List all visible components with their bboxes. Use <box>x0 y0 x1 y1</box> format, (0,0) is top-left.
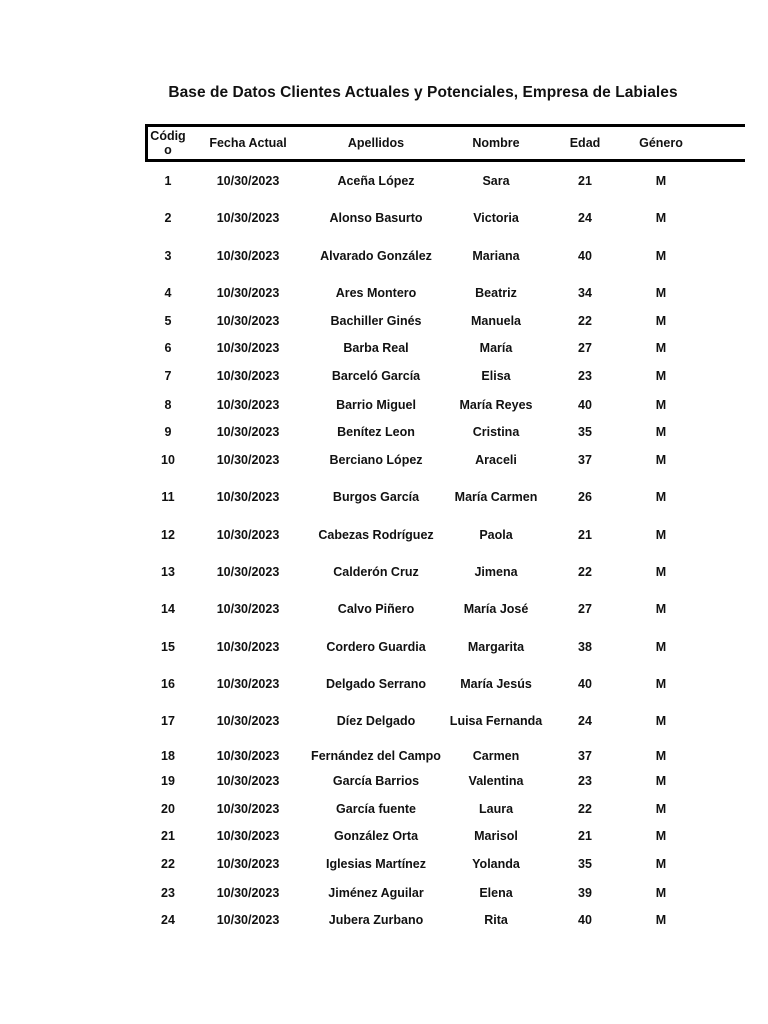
cell-codigo: 14 <box>161 602 175 616</box>
column-header-codigo: Códig o <box>150 129 186 157</box>
cell-nombre: Victoria <box>473 211 519 225</box>
cell-nombre: Yolanda <box>472 857 520 871</box>
cell-apellidos: Benítez Leon <box>337 425 415 439</box>
cell-codigo: 17 <box>161 714 175 728</box>
cell-apellidos: Barceló García <box>331 369 421 383</box>
cell-apellidos: Berciano López <box>329 453 423 467</box>
cell-apellidos: Calderón Cruz <box>333 565 419 579</box>
cell-nombre: María Jesús <box>460 677 532 691</box>
column-header-nombre: Nombre <box>472 136 520 150</box>
cell-edad: 24 <box>578 714 592 728</box>
cell-codigo: 22 <box>161 857 175 871</box>
cell-codigo: 18 <box>161 749 175 763</box>
cell-apellidos: Fernández del Campo <box>311 749 441 763</box>
cell-apellidos: Bachiller Ginés <box>330 314 422 328</box>
cell-genero: M <box>655 174 667 188</box>
cell-apellidos: Cabezas Rodríguez <box>318 528 434 542</box>
cell-genero: M <box>655 286 667 300</box>
cell-codigo: 2 <box>164 211 172 225</box>
cell-nombre: María José <box>463 602 529 616</box>
cell-edad: 37 <box>578 749 592 763</box>
cell-fecha: 10/30/2023 <box>216 249 280 263</box>
cell-nombre: María <box>479 341 513 355</box>
cell-fecha: 10/30/2023 <box>216 369 280 383</box>
cell-nombre: María Carmen <box>454 490 538 504</box>
cell-codigo: 15 <box>161 640 175 654</box>
cell-codigo: 5 <box>164 314 172 328</box>
cell-apellidos: Delgado Serrano <box>325 677 427 691</box>
cell-nombre: Cristina <box>472 425 520 439</box>
cell-edad: 22 <box>578 565 592 579</box>
cell-nombre: Araceli <box>475 453 517 467</box>
cell-fecha: 10/30/2023 <box>216 211 280 225</box>
cell-genero: M <box>655 565 667 579</box>
column-header-edad: Edad <box>569 136 601 150</box>
cell-edad: 21 <box>578 174 592 188</box>
cell-fecha: 10/30/2023 <box>216 640 280 654</box>
cell-codigo: 6 <box>164 341 172 355</box>
cell-edad: 27 <box>578 341 592 355</box>
cell-edad: 21 <box>578 528 592 542</box>
cell-codigo: 24 <box>161 913 175 927</box>
cell-nombre: Jimena <box>474 565 518 579</box>
cell-apellidos: Burgos García <box>332 490 420 504</box>
cell-nombre: Luisa Fernanda <box>449 714 543 728</box>
cell-edad: 35 <box>578 425 592 439</box>
cell-genero: M <box>655 490 667 504</box>
cell-genero: M <box>655 774 667 788</box>
cell-apellidos: Calvo Piñero <box>337 602 415 616</box>
cell-genero: M <box>655 341 667 355</box>
cell-fecha: 10/30/2023 <box>216 677 280 691</box>
cell-nombre: Valentina <box>468 774 524 788</box>
column-header-fecha: Fecha Actual <box>209 136 287 150</box>
cell-nombre: Elena <box>479 886 513 900</box>
cell-nombre: Laura <box>478 802 514 816</box>
cell-edad: 40 <box>578 677 592 691</box>
cell-fecha: 10/30/2023 <box>216 565 280 579</box>
cell-edad: 40 <box>578 398 592 412</box>
cell-codigo: 23 <box>161 886 175 900</box>
cell-edad: 21 <box>578 829 592 843</box>
cell-codigo: 9 <box>164 425 172 439</box>
cell-apellidos: Cordero Guardia <box>326 640 426 654</box>
cell-nombre: Beatriz <box>475 286 517 300</box>
cell-genero: M <box>655 602 667 616</box>
cell-nombre: Sara <box>482 174 510 188</box>
cell-nombre: Margarita <box>467 640 525 654</box>
cell-codigo: 20 <box>161 802 175 816</box>
cell-apellidos: Aceña López <box>337 174 415 188</box>
cell-codigo: 16 <box>161 677 175 691</box>
cell-fecha: 10/30/2023 <box>216 314 280 328</box>
cell-fecha: 10/30/2023 <box>216 829 280 843</box>
cell-edad: 40 <box>578 249 592 263</box>
cell-nombre: Paola <box>479 528 513 542</box>
cell-edad: 23 <box>578 774 592 788</box>
cell-genero: M <box>655 398 667 412</box>
cell-fecha: 10/30/2023 <box>216 286 280 300</box>
cell-genero: M <box>655 453 667 467</box>
cell-fecha: 10/30/2023 <box>216 913 280 927</box>
cell-codigo: 4 <box>164 286 172 300</box>
cell-edad: 37 <box>578 453 592 467</box>
cell-edad: 39 <box>578 886 592 900</box>
cell-edad: 35 <box>578 857 592 871</box>
cell-codigo: 3 <box>164 249 172 263</box>
cell-nombre: Rita <box>484 913 508 927</box>
cell-edad: 22 <box>578 802 592 816</box>
cell-codigo: 12 <box>161 528 175 542</box>
cell-fecha: 10/30/2023 <box>216 602 280 616</box>
cell-fecha: 10/30/2023 <box>216 341 280 355</box>
cell-codigo: 19 <box>161 774 175 788</box>
cell-codigo: 1 <box>164 174 172 188</box>
cell-edad: 34 <box>578 286 592 300</box>
cell-edad: 38 <box>578 640 592 654</box>
cell-edad: 40 <box>578 913 592 927</box>
cell-apellidos: García fuente <box>336 802 416 816</box>
cell-edad: 23 <box>578 369 592 383</box>
cell-edad: 26 <box>578 490 592 504</box>
cell-apellidos: Alonso Basurto <box>329 211 423 225</box>
column-header-genero: Género <box>639 136 683 150</box>
cell-fecha: 10/30/2023 <box>216 398 280 412</box>
cell-fecha: 10/30/2023 <box>216 453 280 467</box>
cell-nombre: Elisa <box>481 369 511 383</box>
cell-nombre: María Reyes <box>459 398 533 412</box>
column-header-apellidos: Apellidos <box>347 136 405 150</box>
cell-fecha: 10/30/2023 <box>216 749 280 763</box>
cell-apellidos: García Barrios <box>332 774 420 788</box>
cell-fecha: 10/30/2023 <box>216 528 280 542</box>
cell-nombre: Manuela <box>470 314 522 328</box>
cell-codigo: 10 <box>161 453 175 467</box>
cell-genero: M <box>655 314 667 328</box>
cell-fecha: 10/30/2023 <box>216 425 280 439</box>
cell-genero: M <box>655 425 667 439</box>
cell-nombre: Marisol <box>474 829 518 843</box>
document-title: Base de Datos Clientes Actuales y Potenciales, Empresa de Labiales <box>168 84 678 101</box>
cell-codigo: 21 <box>161 829 175 843</box>
cell-codigo: 11 <box>161 490 175 504</box>
cell-genero: M <box>655 886 667 900</box>
cell-fecha: 10/30/2023 <box>216 774 280 788</box>
cell-genero: M <box>655 677 667 691</box>
cell-fecha: 10/30/2023 <box>216 886 280 900</box>
cell-genero: M <box>655 829 667 843</box>
cell-genero: M <box>655 749 667 763</box>
cell-fecha: 10/30/2023 <box>216 490 280 504</box>
cell-apellidos: Barrio Miguel <box>336 398 416 412</box>
cell-fecha: 10/30/2023 <box>216 174 280 188</box>
cell-genero: M <box>655 369 667 383</box>
cell-apellidos: Barba Real <box>343 341 409 355</box>
cell-nombre: Carmen <box>472 749 520 763</box>
cell-apellidos: Ares Montero <box>335 286 417 300</box>
cell-codigo: 13 <box>161 565 175 579</box>
cell-genero: M <box>655 249 667 263</box>
cell-apellidos: González Orta <box>333 829 419 843</box>
cell-genero: M <box>655 857 667 871</box>
cell-edad: 27 <box>578 602 592 616</box>
cell-genero: M <box>655 802 667 816</box>
cell-apellidos: Díez Delgado <box>336 714 416 728</box>
cell-apellidos: Jiménez Aguilar <box>328 886 424 900</box>
cell-genero: M <box>655 211 667 225</box>
cell-genero: M <box>655 714 667 728</box>
cell-apellidos: Iglesias Martínez <box>325 857 427 871</box>
cell-nombre: Mariana <box>472 249 520 263</box>
cell-codigo: 8 <box>164 398 172 412</box>
cell-genero: M <box>655 640 667 654</box>
cell-codigo: 7 <box>164 369 172 383</box>
cell-apellidos: Jubera Zurbano <box>328 913 424 927</box>
cell-fecha: 10/30/2023 <box>216 857 280 871</box>
cell-genero: M <box>655 913 667 927</box>
cell-genero: M <box>655 528 667 542</box>
cell-apellidos: Alvarado González <box>320 249 432 263</box>
cell-edad: 24 <box>578 211 592 225</box>
cell-fecha: 10/30/2023 <box>216 714 280 728</box>
cell-edad: 22 <box>578 314 592 328</box>
cell-fecha: 10/30/2023 <box>216 802 280 816</box>
